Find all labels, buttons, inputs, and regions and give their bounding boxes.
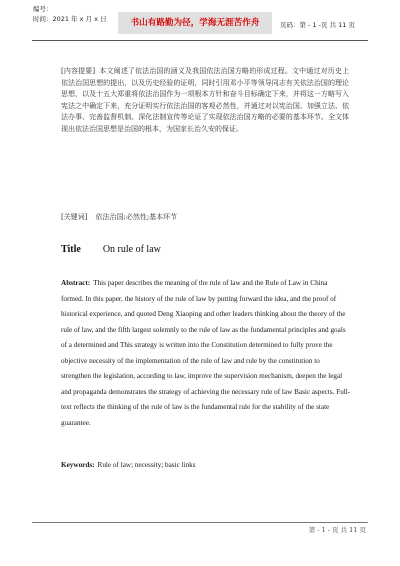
chinese-keywords-label: [关键词] <box>61 213 88 221</box>
english-keywords-label: Keywords: <box>61 461 95 469</box>
chinese-keywords-text: 依法治国;必然性;基本环节 <box>95 213 178 221</box>
footer-divider <box>32 522 368 523</box>
footer-page-number: 第 - 1 - 页 共 11 页 <box>308 526 366 534</box>
english-abstract-label: Abstract: <box>61 279 91 287</box>
english-keywords-text: Rule of law; necessity; basic links <box>97 461 196 469</box>
header-number-label: 编号： <box>33 5 53 13</box>
header-date: 时间：2021 年 x 月 x 日 <box>33 15 107 23</box>
chinese-abstract <box>61 66 349 136</box>
chinese-abstract-label: [内容提要] <box>61 67 96 75</box>
english-title <box>61 244 161 255</box>
page-header <box>0 0 400 52</box>
header-meta <box>33 4 107 24</box>
chinese-keywords <box>61 212 177 222</box>
header-divider <box>32 40 368 41</box>
chinese-abstract-text: 本文阐述了依法治国的涵义及我国依法治国方略的形成过程。文中通过对历史上依法治国思想的提出，以及历史经验的证明，同时引用邓小平等领导同志有关依法治国的理论思想，以及十五大郑重将依法治国作为一项根本方针和奋斗目标确定下来，并将这一方略写入宪法之中确定下来，充分证明实行依法治国的客观必然性，并通过对以宪治国、加强立法、依法办事、完善监督机制、深化法制宣传等论证了实现依法治国方略的必要的基本环节。全文体现出依法治国思想是治国的根本，为国家长治久安的保证。 <box>61 67 349 133</box>
english-abstract <box>61 276 351 431</box>
header-page-info: 页码：第 - 1 -页 共 11 页 <box>280 21 355 29</box>
english-title-label: Title <box>61 244 81 255</box>
english-abstract-text: This paper describes the meaning of the rule of law and the Rule of Law in China formed. In this paper, the history of the rule of law by putting forward the idea, and the proof of historical experience, and quoted Deng Xiaoping and other leaders thinking about the theory of the rule of law, and the fifth largest solemnly to the rule of law as the fundamental principles and goals of a determined and This strategy is written into the Constitution determined to fully prove the objective necessity of the implementation of the rule of law and rule by the constitution to strengthen the legislation, according to law, improve the supervision mechanism, deepen the legal and propaganda demonstrates the strategy of achieving the necessary rule of law Basic aspects. Full-text reflects the thinking of the rule of law is the fundamental rule for the stability of the state guarantee. <box>61 279 351 427</box>
english-title-text: On rule of law <box>102 244 161 255</box>
english-keywords <box>61 461 196 469</box>
header-motto: 书山有路勤为径，学海无涯苦作舟 <box>118 12 272 34</box>
